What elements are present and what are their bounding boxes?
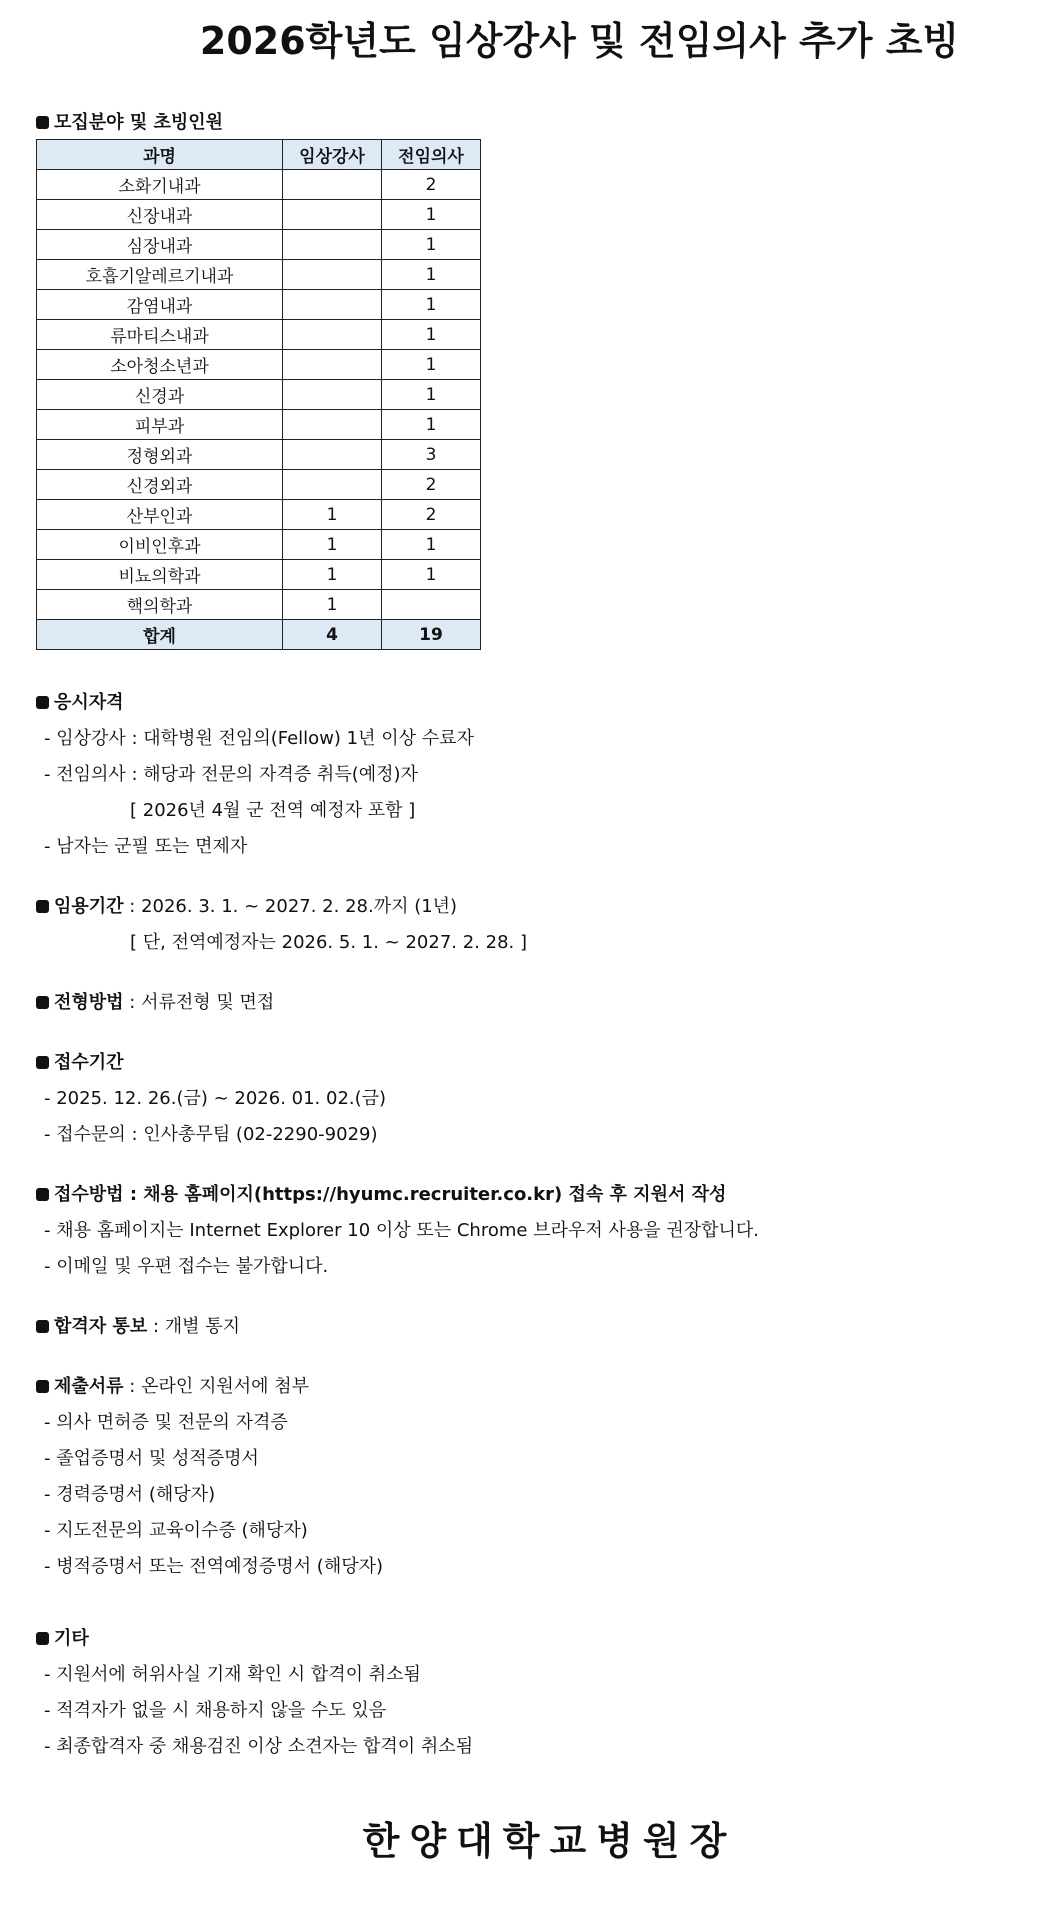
clinical-instructor-cell	[283, 470, 382, 500]
dept-cell: 감염내과	[37, 290, 283, 320]
section-title: 응시자격	[54, 692, 124, 713]
fellow-cell: 1	[382, 530, 481, 560]
table-body	[37, 170, 481, 650]
section-title: 임용기간	[54, 896, 124, 917]
clinical-instructor-cell	[283, 200, 382, 230]
dept-cell: 정형외과	[37, 440, 283, 470]
dept-cell: 산부인과	[37, 500, 283, 530]
table-row	[37, 500, 481, 530]
table-row	[37, 470, 481, 500]
clinical-instructor-cell	[283, 290, 382, 320]
clinical-instructor-cell	[283, 410, 382, 440]
clinical-instructor-cell: 1	[283, 500, 382, 530]
section-documents-heading	[36, 1372, 309, 1398]
bullet-square-icon	[36, 1320, 49, 1333]
clinical-instructor-cell	[283, 230, 382, 260]
bullet-square-icon	[36, 116, 49, 129]
section-title: 합격자 통보	[54, 1316, 148, 1337]
selection-value: : 서류전형 및 면접	[123, 992, 275, 1013]
documents-line: - 병적증명서 또는 전역예정증명서 (해당자)	[44, 1556, 384, 1577]
section-title: 접수기간	[54, 1052, 124, 1073]
receipt-line: - 접수문의 : 인사총무팀 (02-2290-9029)	[44, 1124, 378, 1145]
table-row	[37, 260, 481, 290]
documents-line: - 졸업증명서 및 성적증명서	[44, 1448, 259, 1469]
clinical-instructor-cell	[283, 170, 382, 200]
qualification-line: - 전임의사 : 해당과 전문의 자격증 취득(예정)자	[44, 764, 418, 785]
section-qualification-heading	[36, 688, 124, 714]
fellow-cell: 1	[382, 260, 481, 290]
fellow-cell: 2	[382, 470, 481, 500]
documents-line: - 경력증명서 (해당자)	[44, 1484, 216, 1505]
fellow-cell: 2	[382, 500, 481, 530]
dept-cell: 신경외과	[37, 470, 283, 500]
clinical-instructor-cell	[283, 350, 382, 380]
dept-cell: 신경과	[37, 380, 283, 410]
fellow-cell: 1	[382, 410, 481, 440]
receipt-line: - 2025. 12. 26.(금) ~ 2026. 01. 02.(금)	[44, 1088, 387, 1109]
fellow-cell: 3	[382, 440, 481, 470]
dept-cell: 소아청소년과	[37, 350, 283, 380]
dept-cell: 소화기내과	[37, 170, 283, 200]
fellow-cell: 1	[382, 320, 481, 350]
dept-cell: 이비인후과	[37, 530, 283, 560]
col-header-fellow: 전임의사	[382, 140, 481, 170]
table-row	[37, 350, 481, 380]
qualification-note: [ 2026년 4월 군 전역 예정자 포함 ]	[130, 800, 416, 821]
etc-line: - 최종합격자 중 채용검진 이상 소견자는 합격이 취소됨	[44, 1736, 474, 1757]
section-etc-heading	[36, 1624, 89, 1650]
section-title: 기타	[54, 1628, 89, 1649]
section-title: 전형방법	[54, 992, 124, 1013]
table-row	[37, 170, 481, 200]
section-title: 모집분야 및 초빙인원	[54, 112, 224, 133]
notice-value: : 개별 통지	[147, 1316, 240, 1337]
col-header-clinical-instructor: 임상강사	[283, 140, 382, 170]
documents-line: - 지도전문의 교육이수증 (해당자)	[44, 1520, 308, 1541]
method-line: - 채용 홈페이지는 Internet Explorer 10 이상 또는 Chrome 브라우저 사용을 권장합니다.	[44, 1220, 760, 1241]
bullet-square-icon	[36, 900, 49, 913]
table-row	[37, 230, 481, 260]
period-value: : 2026. 3. 1. ~ 2027. 2. 28.까지 (1년)	[123, 896, 458, 917]
method-line: - 이메일 및 우편 접수는 불가합니다.	[44, 1256, 329, 1277]
documents-line: - 의사 면허증 및 전문의 자격증	[44, 1412, 288, 1433]
fellow-cell	[382, 590, 481, 620]
fellow-cell: 1	[382, 350, 481, 380]
clinical-instructor-cell: 1	[283, 530, 382, 560]
fellow-cell: 1	[382, 290, 481, 320]
section-recruit-heading	[36, 108, 223, 134]
recruit-table	[36, 139, 481, 650]
fellow-cell: 1	[382, 230, 481, 260]
dept-cell: 핵의학과	[37, 590, 283, 620]
table-row	[37, 590, 481, 620]
bullet-square-icon	[36, 1056, 49, 1069]
bullet-square-icon	[36, 996, 49, 1009]
table-row	[37, 410, 481, 440]
dept-cell: 피부과	[37, 410, 283, 440]
section-title: 접수방법 : 채용 홈페이지(https://hyumc.recruiter.co.kr) 접속 후 지원서 작성	[54, 1184, 727, 1205]
table-row	[37, 380, 481, 410]
section-title: 제출서류	[54, 1376, 124, 1397]
table-total-row	[37, 620, 481, 650]
page-title: 2026학년도 임상강사 및 전임의사 추가 초빙	[199, 19, 960, 63]
table-row	[37, 200, 481, 230]
clinical-instructor-cell	[283, 440, 382, 470]
bullet-square-icon	[36, 1632, 49, 1645]
clinical-instructor-cell	[283, 380, 382, 410]
clinical-instructor-cell	[283, 320, 382, 350]
table-row	[37, 290, 481, 320]
table-row	[37, 320, 481, 350]
documents-value: : 온라인 지원서에 첨부	[123, 1376, 310, 1397]
etc-line: - 적격자가 없을 시 채용하지 않을 수도 있음	[44, 1700, 387, 1721]
fellow-cell: 2	[382, 170, 481, 200]
clinical-instructor-cell: 1	[283, 560, 382, 590]
total-fellow: 19	[382, 620, 481, 650]
qualification-line: - 임상강사 : 대학병원 전임의(Fellow) 1년 이상 수료자	[44, 728, 474, 749]
fellow-cell: 1	[382, 560, 481, 590]
section-notice-heading	[36, 1312, 240, 1338]
section-selection-heading	[36, 988, 274, 1014]
bullet-square-icon	[36, 696, 49, 709]
table-header-row	[37, 140, 481, 170]
fellow-cell: 1	[382, 380, 481, 410]
dept-cell: 호흡기알레르기내과	[37, 260, 283, 290]
period-note: [ 단, 전역예정자는 2026. 5. 1. ~ 2027. 2. 28. ]	[130, 932, 527, 953]
bullet-square-icon	[36, 1380, 49, 1393]
dept-cell: 심장내과	[37, 230, 283, 260]
section-method-heading	[36, 1180, 726, 1206]
dept-cell: 류마티스내과	[37, 320, 283, 350]
signature: 한양대학교병원장	[362, 1819, 737, 1863]
col-header-dept: 과명	[37, 140, 283, 170]
clinical-instructor-cell: 1	[283, 590, 382, 620]
bullet-square-icon	[36, 1188, 49, 1201]
total-label: 합계	[37, 620, 283, 650]
section-period-heading	[36, 892, 457, 918]
dept-cell: 신장내과	[37, 200, 283, 230]
table-row	[37, 440, 481, 470]
etc-line: - 지원서에 허위사실 기재 확인 시 합격이 취소됨	[44, 1664, 421, 1685]
table-row	[37, 530, 481, 560]
section-receipt-heading	[36, 1048, 124, 1074]
total-clinical-instructor: 4	[283, 620, 382, 650]
clinical-instructor-cell	[283, 260, 382, 290]
table-row	[37, 560, 481, 590]
dept-cell: 비뇨의학과	[37, 560, 283, 590]
fellow-cell: 1	[382, 200, 481, 230]
qualification-line: - 남자는 군필 또는 면제자	[44, 836, 248, 857]
